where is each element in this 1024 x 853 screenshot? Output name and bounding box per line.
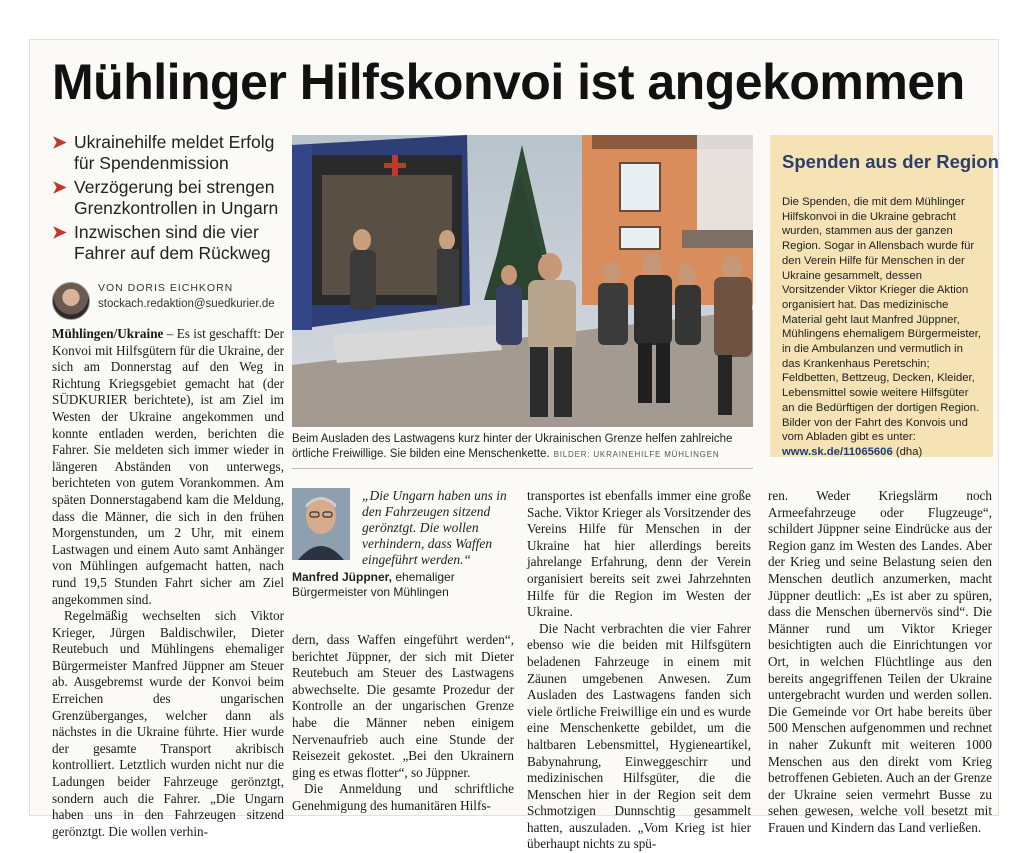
- info-box-link[interactable]: www.sk.de/11065606: [782, 445, 893, 458]
- teaser-bullet: ➤ Ukrainehilfe meldet Erfolg für Spendenmission: [52, 132, 275, 173]
- info-box: [770, 135, 999, 458]
- arrow-icon: ➤: [52, 222, 67, 242]
- article-paragraph: Regelmäßig wechselten sich Viktor Krieger, Jürgen Baldischwiler, Dieter Reutebuch und Mühlingens ehemaliger Bürgermeister Manfred Jüppner am Steuer ab. Ausgebremst wurde der Konvoi beim Erreichen des ungarischen Grenzüberganges, welcher dann als nächstes in die Ukraine führte. Hier wurde der gesamte Transport akribisch kontrolliert. Letztlich wurden nicht nur die Ladungen beider Fahrzeuge gerönztgt, sondern auch die Fahrer. „Die Ungarn haben uns in den Fahrzeugen sitzend gerönztgt. Die wollen verhin-: [52, 608, 284, 839]
- author-name: VON DORIS EICHKORN: [98, 282, 234, 294]
- quote-attribution: Manfred Jüppner, ehemaliger Bürgermeister von Mühlingen: [292, 570, 455, 599]
- teaser-bullet: ➤ Verzögerung bei strengen Grenzkontrollen in Ungarn: [52, 177, 279, 218]
- article-paragraph: Die Anmeldung und schriftliche Genehmigung des humanitären Hilfs-: [292, 781, 514, 813]
- newspaper-clipping: [30, 40, 999, 852]
- teaser-bullets: [52, 132, 292, 267]
- article-paragraph: Die Nacht verbrachten die vier Fahrer ebenso wie die beiden mit Hilfsgütern beladenen Fahrzeuge in einem mit Zäunen umgebenen Anwesen. Zum Ausladen des Lastwagens fanden sich viele örtliche Freiwillige ein und es wurde eine Menschenkette gebildet, um die haltbaren Lebensmittel, Hygieneartikel, Babynahrung, Einweggeschirr und medizinischen Hilfsgüter, die die Menschen hier in der Region seit dem Schmotzigen Dunnschtig gesammelt hatten, auszuladen. „Vom Krieg ist hier überhaupt nichts zu spü-: [527, 620, 751, 852]
- dateline: Mühlingen/Ukraine: [52, 326, 164, 341]
- article-paragraph: dern, dass Waffen eingeführt werden“, berichtet Jüppner, der sich mit Dieter Reutebuch am Steuer des Lastwagens abwechselte. Die gesamte Prozedur der Kontrolle an der ungarischen Grenze habe die Männer neben einigem Nervenaufrieb auch eine Stunde der Reisezeit gekostet. „Bei den Ukrainern ging es etwas flotter“, so Jüppner.: [292, 632, 514, 780]
- author-email: stockach.redaktion@suedkurier.de: [98, 298, 275, 310]
- photo-illustration: [292, 135, 753, 427]
- article-photo: [292, 135, 753, 427]
- article-paragraph: transportes ist ebenfalls immer eine große Sache. Viktor Krieger als Vorsitzender des Vereins Hilfe für Menschen in der Ukraine hat hier allerdings bereits jahrelange Erfahrung, denn der Verein organisiert bereits seit zwei Jahrzehnten Hilfe für die Region im Westen der Ukraine.: [527, 488, 751, 620]
- headline: Mühlinger Hilfskonvoi ist angekommen: [52, 54, 965, 110]
- article-column-3: [527, 488, 751, 853]
- article-column-4: [768, 488, 992, 836]
- info-box-text: Die Spenden, die mit dem Mühlinger Hilfskonvoi in die Ukraine gebracht wurden, stammen aus der ganzen Region. Sogar in Allensbach wurde für den Verein Hilfe für Menschen in der Ukraine gesammelt, dessen Vorsitzender Viktor Krieger die Aktion organisiert hat. Das medizinische Material geht laut Manfred Jüppner, Mühlingens ehemaligem Bürgermeister, in die Ambulanzen und vermutlich in das Krankenhaus Peretschin; Feldbetten, Bettzeug, Decken, Kleider, Lebensmittel sowie weitere Hilfsgüter an die Bedürftigen der dortigen Region. Bilder von der Fahrt des Konvois und vom Abladen gibt es unter: www.sk.de/11065606 (dha): [782, 196, 982, 458]
- quote-portrait: [292, 488, 350, 560]
- article-paragraph: ren. Weder Kriegslärm noch Armeefahrzeuge oder Flugzeuge“, schildert Jüppner seine Eindrücke aus der Region ganz im Westen des Landes. Aber der Krieg und seine Belastung seien den Menschen deutlich anzumerken, macht Jüppner deutlich: „Es ist aber zu spüren, dass die Menschen übernervös sind“. Die Männer rund um Viktor Krieger besichtigten auch die Einrichtungen vor Ort, in welchen Flüchtlinge aus den bereits angegriffenen Teilen der Ukraine untergebracht wurden und werden sollen. Die Gemeinde vor Ort habe bereits über 500 Menschen aufgenommen und rechnet in naher Zukunft mit weiteren 1000 Menschen aus den direkt vom Krieg betroffenen Gebieten. Auch an der Grenze der Ukraine seien vermehrt Busse zu sehen gewesen, welche voll besetzt mit Frauen und Kindern das Land verließen.: [768, 488, 992, 835]
- quote-box: [292, 488, 507, 608]
- article-column-1: Mühlingen/Ukraine – Es ist geschafft: Der Konvoi mit Hilfsgütern für die Ukraine, der sich am Donnerstag auf den Weg in Richtung Kriegsgebiet gemacht hat (der SÜDKURIER berichtete), ist am Ziel im Westen der Ukraine angekommen und konnte entladen werden, berichten die Fahrer. Sie meldeten sich immer wieder in längeren Abständen von unterwegs, berichteten von gutem Vorankommen. Am späten Donnerstagabend kam die Meldung, dass die Männer, die sich in den frühen Morgenstunden, um 2 Uhr, mit einem Lastwagen und einem Auto samt Anhänger von Mühlingen aufgemacht hatten, nach rund 19,5 Stunden Fahrt sicher am Ziel angekommen sind. Regelmäßig wechselten sich Viktor Krieger, Jürgen Baldischwiler, Dieter Reutebuch und Mühlingens ehemaliger Bürgermeister Manfred Jüppner am Steuer ab. Ausgebremst wurde der Konvoi beim Erreichen des ungarischen Grenzüberganges, welcher dann als nächstes in die Ukraine führte. Hier wurde der gesamte Transport akribisch kontrolliert. Letztlich wurden nicht nur die Ladungen beider Fahrzeuge gerönztgt, sondern auch die Fahrer. „Die Ungarn haben uns in den Fahrzeugen sitzend gerönztgt. Die wollen verhin-: [52, 326, 285, 839]
- quote-text: „Die Ungarn haben uns in den Fahrzeugen sitzend gerönztgt. Die wollen verhindern, dass Waffen eingeführt werden.“: [362, 488, 507, 567]
- divider: [292, 468, 753, 469]
- photo-caption: Beim Ausladen des Lastwagens kurz hinter der Ukrainischen Grenze helfen zahlreiche örtliche Freiwillige. Sie bilden eine Menschenkette. BILDER: UKRAINEHILFE MÜHLINGEN: [292, 433, 733, 460]
- photo-credit: BILDER: UKRAINEHILFE MÜHLINGEN: [553, 450, 720, 459]
- teaser-bullet: ➤ Inzwischen sind die vier Fahrer auf dem Rückweg: [52, 222, 271, 263]
- byline: [52, 278, 292, 328]
- author-avatar: [52, 282, 90, 320]
- info-box-title: Spenden aus der Region: [782, 151, 999, 172]
- article-column-2: [292, 632, 514, 815]
- arrow-icon: ➤: [52, 132, 67, 152]
- arrow-icon: ➤: [52, 177, 67, 197]
